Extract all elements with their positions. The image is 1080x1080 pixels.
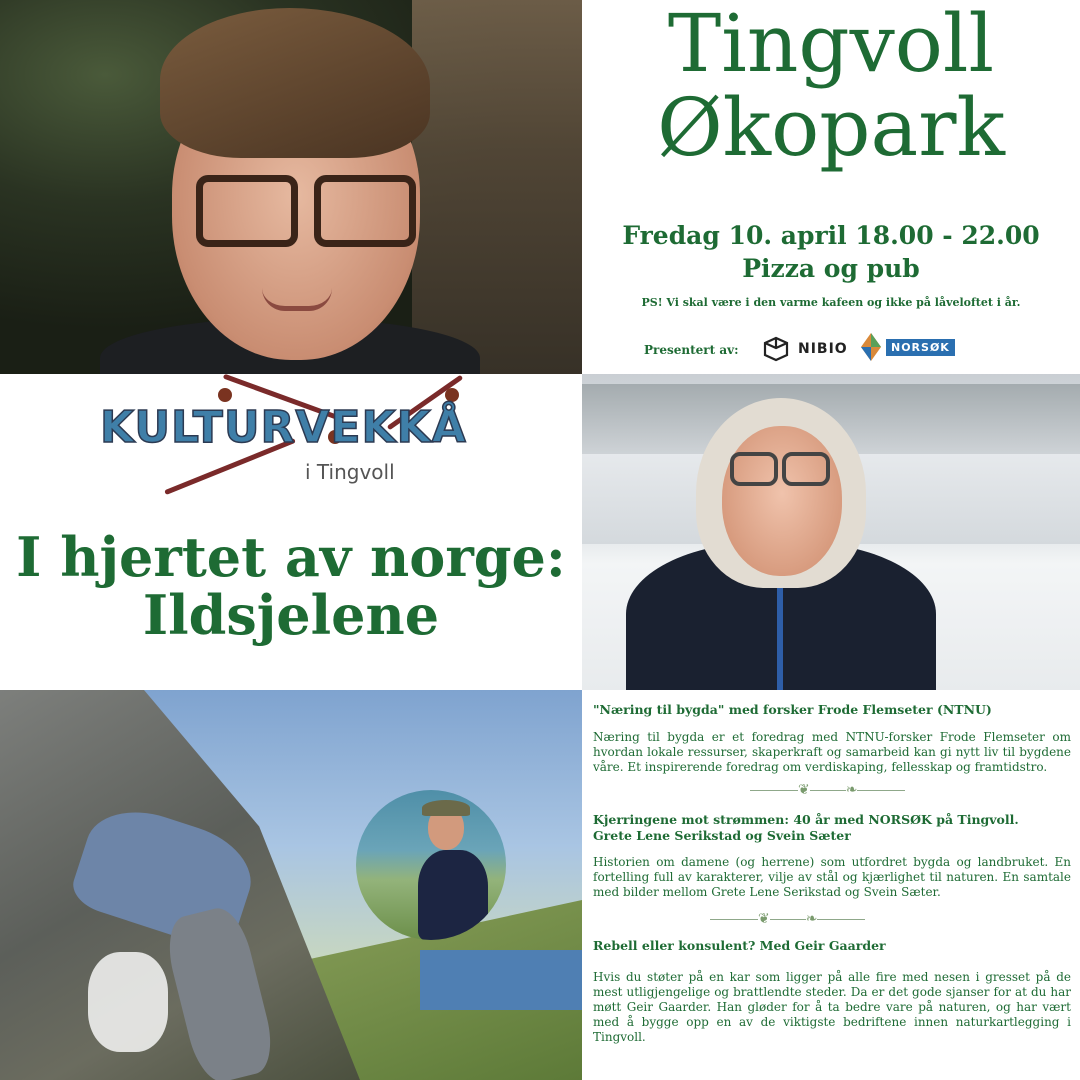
nibio-icon [762, 336, 790, 362]
talk2-body: Historien om damene (og herrene) som utfordret bygda og landbruket. En fortelling full av karakterer, vilje av stål og kjærlighet til naturen. En samtale med bilder mellom Grete Lene Serikstad og Svein Sæter. [593, 855, 1071, 899]
event-date-time: Fredag 10. april 18.00 - 22.00 [622, 221, 1040, 250]
talk1-title: "Næring til bygda" med forsker Frode Flemseter (NTNU) [593, 702, 992, 717]
speaker-inset-photo-geir [356, 790, 506, 940]
event-title-line1: Tingvoll [667, 0, 995, 90]
norsok-icon [860, 332, 882, 362]
kulturvekka-logo-text: KULTURVEKKÅ [100, 402, 467, 453]
kulturvekka-logo-sub: i Tingvoll [305, 460, 395, 484]
event-header [582, 0, 1080, 374]
presented-by-label: Presentert av: [644, 343, 739, 357]
leaf-icon: ❧ [845, 782, 858, 798]
event-title [582, 0, 1080, 174]
leaf-divider [710, 912, 865, 926]
series-title-line2: Ildsjelene [142, 583, 440, 647]
ps-note: PS! Vi skal være i den varme kafeen og ikke på låveloftet i år. [641, 296, 1021, 309]
leaf-icon: ❦ [798, 782, 810, 798]
event-title-line2: Økopark [657, 81, 1005, 174]
program-section [582, 690, 1080, 1080]
leaf-icon: ❧ [805, 911, 818, 927]
talk3-body: Hvis du støter på en kar som ligger på alle fire med nesen i gresset på de mest utligjengelige og brattlendte steder. Da er det gode sjanser for at du har møtt Geir Gaarder. Han gløder for å ta bedre vare på naturen, og har vært med å bygge opp en av de viktigste bedriftene innen naturkartlegging i Tingvoll. [593, 970, 1071, 1044]
norsok-label: NORSØK [886, 339, 955, 356]
speaker-photo-geir-field [0, 690, 582, 1080]
kulturvekka-logo [100, 380, 480, 500]
talk3-title: Rebell eller konsulent? Med Geir Gaarder [593, 938, 886, 953]
talk2-title: Kjerringene mot strømmen: 40 år med NORSØK på Tingvoll. Grete Lene Serikstad og Svein Sæter [593, 812, 1019, 843]
leaf-icon: ❦ [758, 911, 770, 927]
nibio-label: NIBIO [798, 341, 848, 357]
norsok-logo [860, 332, 955, 362]
talk1-body: Næring til bygda er et foredrag med NTNU-forsker Frode Flemseter om hvordan lokale ressurser, skaperkraft og samarbeid kan gi nytt liv til bygdene våre. Et inspirerende foredrag om verdiskaping, fellesskap og framtidstro. [593, 730, 1071, 774]
series-title-line1: I hjertet av norge: [16, 525, 566, 589]
series-title [0, 525, 582, 647]
leaf-divider [750, 783, 905, 797]
event-subtitle: Pizza og pub [742, 254, 920, 283]
speaker-photo-frode [0, 0, 582, 374]
nibio-logo [762, 336, 848, 362]
speaker-photo-grete [582, 374, 1080, 690]
